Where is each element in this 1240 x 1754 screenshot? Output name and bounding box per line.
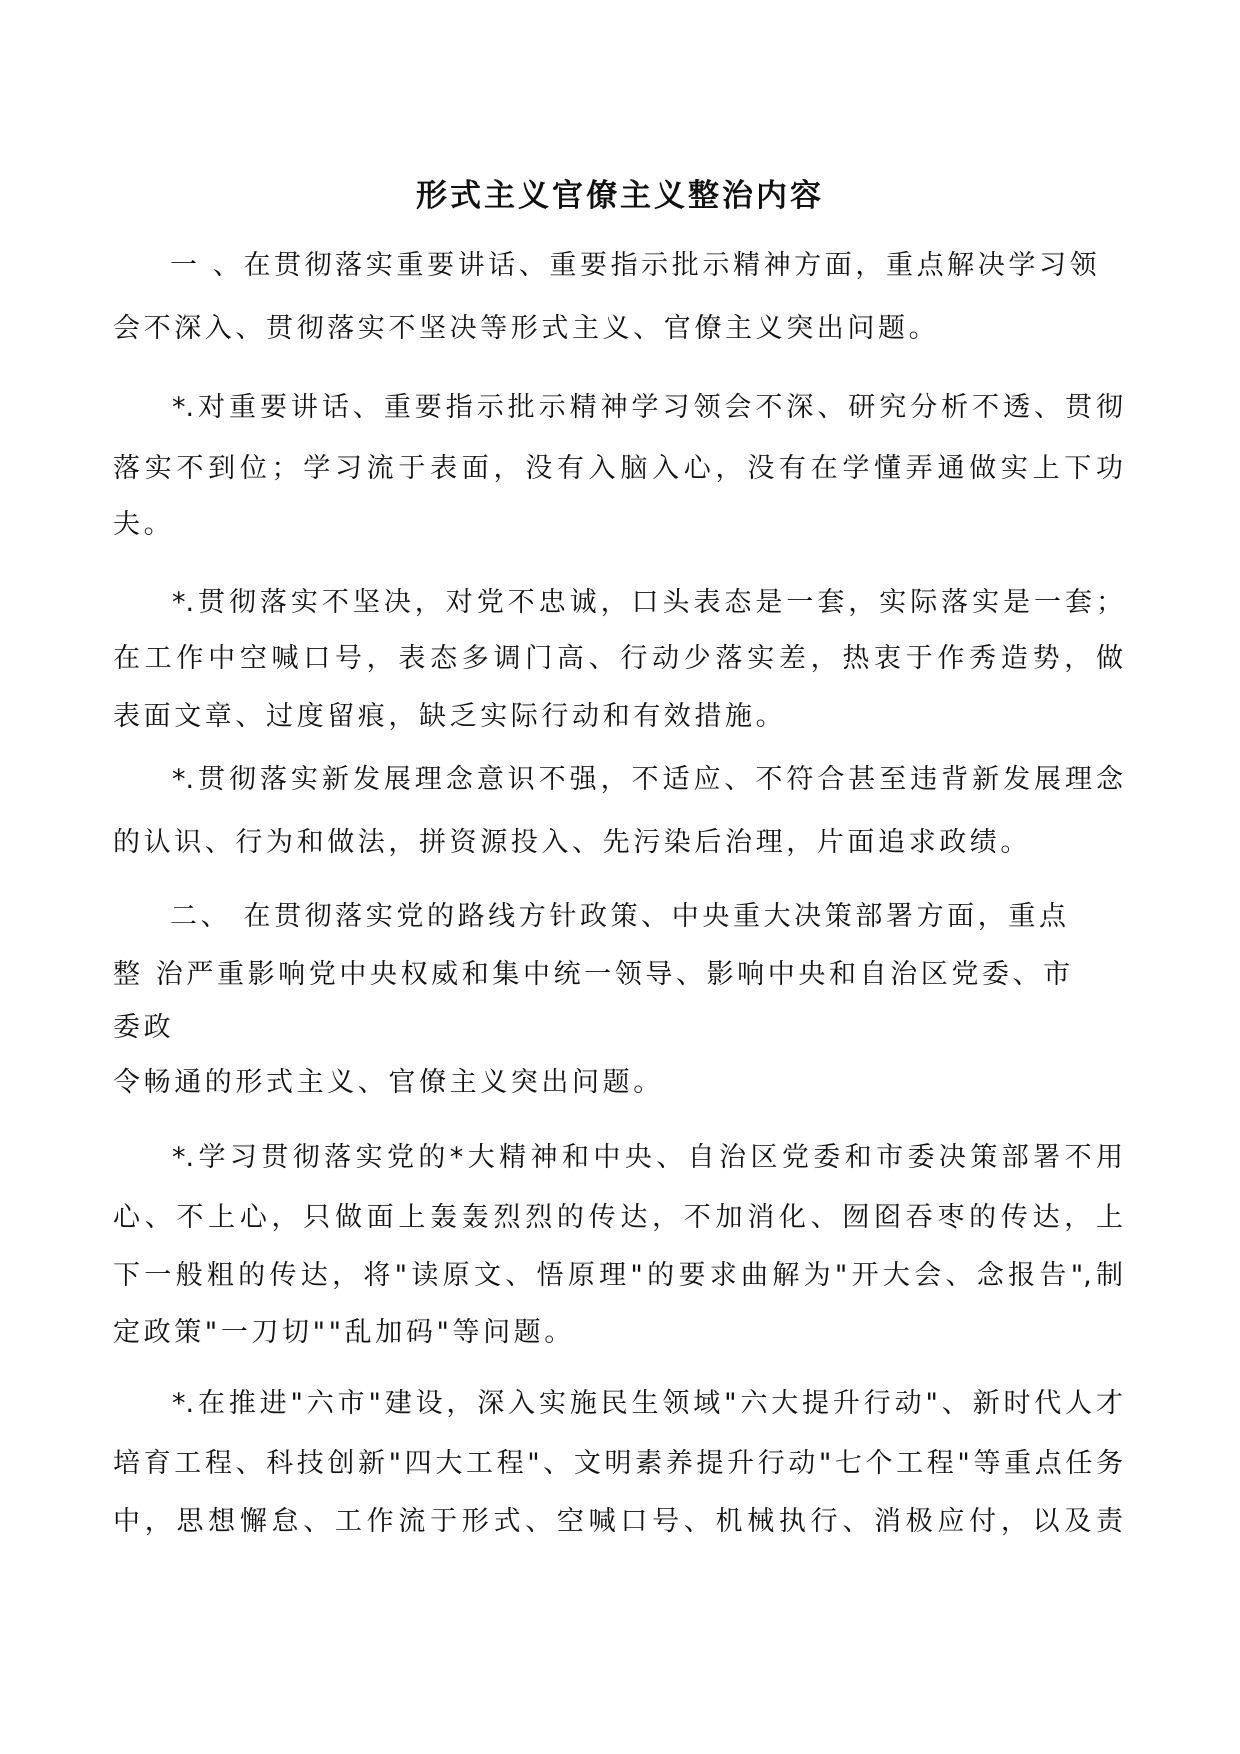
text-line: *.在推进"六市"建设，深入实施民生领域"六大提升行动"、新时代人才 <box>172 1388 1123 1419</box>
text-line: *.对重要讲话、重要指示批示精神学习领会不深、研究分析不透、贯彻 <box>172 392 1123 423</box>
text-line: 心、不上心，只做面上轰轰烈烈的传达，不加消化、囫囵吞枣的传达，上 <box>113 1202 1123 1233</box>
text-line: 表面文章、过度留痕，缺乏实际行动和有效措施。 <box>113 701 787 732</box>
text-line: 会不深入、贯彻落实不坚决等形式主义、官僚主义突出问题。 <box>113 313 940 344</box>
text-line: 定政策"一刀切""乱加码"等问题。 <box>113 1317 575 1348</box>
text-line: *.贯彻落实新发展理念意识不强，不适应、不符合甚至违背新发展理念 <box>172 764 1123 795</box>
text-line: 令畅通的形式主义、官僚主义突出问题。 <box>113 1067 664 1098</box>
text-line: 中，思想懈怠、工作流于形式、空喊口号、机械执行、消极应付，以及责 <box>113 1506 1123 1537</box>
document-title: 形式主义官僚主义整治内容 <box>416 178 824 214</box>
text-line: 下一般粗的传达，将"读原文、悟原理"的要求曲解为"开大会、念报告",制 <box>113 1260 1123 1291</box>
text-line: 一 、在贯彻落实重要讲话、重要指示批示精神方面，重点解决学习领 <box>170 250 1101 281</box>
text-line: 夫。 <box>113 509 175 540</box>
text-line: 二、 在贯彻落实党的路线方针政策、中央重大决策部署方面，重点 <box>170 901 1070 932</box>
text-line: *.贯彻落实不坚决，对党不忠诚，口头表态是一套，实际落实是一套； <box>172 587 1123 618</box>
text-line: 的认识、行为和做法，拼资源投入、先污染后治理，片面追求政绩。 <box>113 827 1031 858</box>
text-line: 委政 <box>113 1012 175 1043</box>
text-line: *.学习贯彻落实党的*大精神和中央、自治区党委和市委决策部署不用 <box>172 1142 1123 1173</box>
text-line: 在工作中空喊口号，表态多调门高、行动少落实差，热衷于作秀造势，做 <box>113 643 1123 674</box>
text-line: 落实不到位；学习流于表面，没有入脑入心，没有在学懂弄通做实上下功 <box>113 453 1123 484</box>
text-line: 培育工程、科技创新"四大工程"、文明素养提升行动"七个工程"等重点任务 <box>113 1448 1123 1479</box>
text-line: 整 治严重影响党中央权威和集中统一领导、影响中央和自治区党委、市 <box>113 959 1074 990</box>
